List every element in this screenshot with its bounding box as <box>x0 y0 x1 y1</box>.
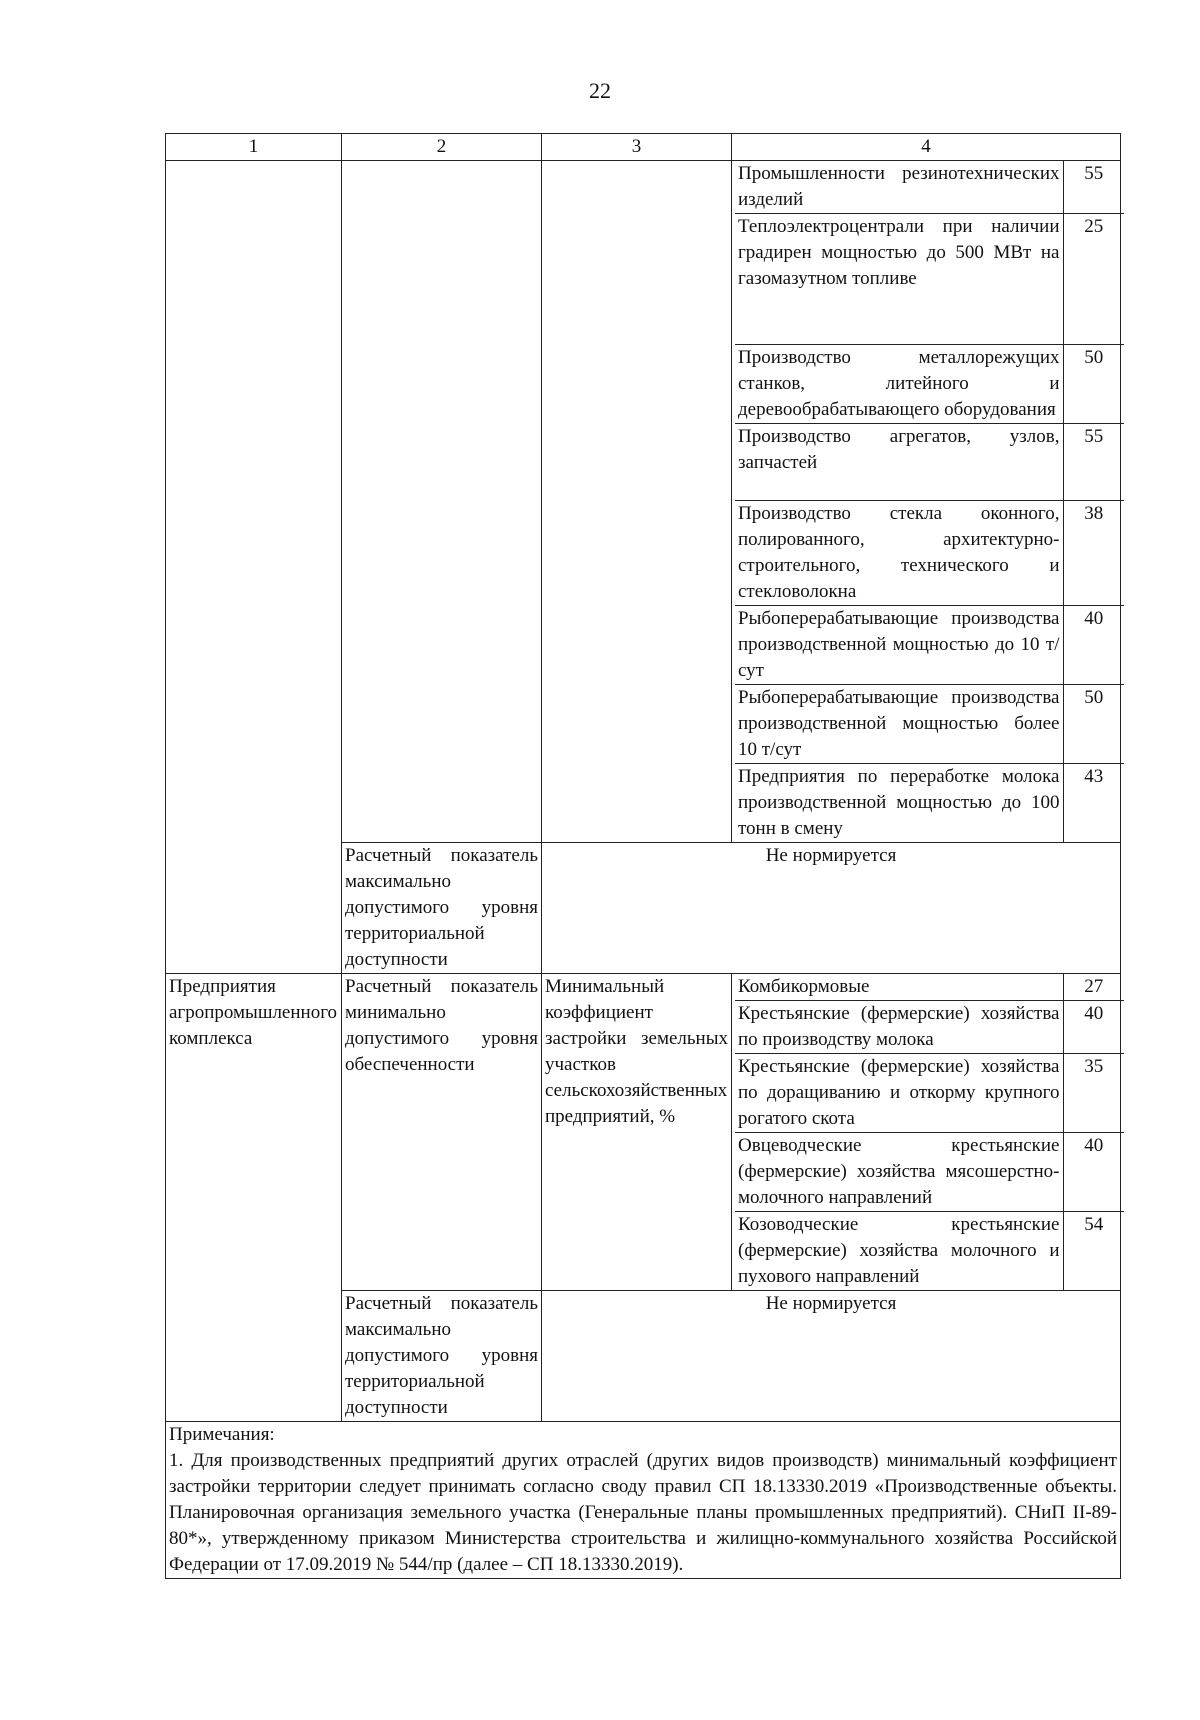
header-col-4: 4 <box>732 134 1121 161</box>
item-value: 55 <box>1063 161 1124 214</box>
section1-category-cell <box>166 161 342 974</box>
header-col-3: 3 <box>542 134 732 161</box>
item-label: Комбикормовые <box>735 974 1063 1001</box>
section2-category: Предприятия агропромышленного комплекса <box>166 974 342 1422</box>
table-row <box>735 764 1124 843</box>
table-row <box>735 1054 1124 1133</box>
item-label: Козоводческие крестьянские (фермерские) хозяйства молочного и пухового направлений <box>738 1214 1060 1287</box>
item-value: 40 <box>1063 1001 1124 1054</box>
item-value: 35 <box>1063 1054 1124 1133</box>
item-label: Крестьянские (фермерские) хозяйства по доращиванию и откорму крупного рогатого скота <box>735 1054 1063 1133</box>
item-value: 50 <box>1063 685 1124 764</box>
item-label: Крестьянские (фермерские) хозяйства по производству молока <box>735 1001 1063 1054</box>
header-row <box>166 134 1121 161</box>
table-row <box>735 501 1124 606</box>
section1-coefficient-cell <box>542 161 732 843</box>
table-row <box>735 606 1124 685</box>
header-col-1: 1 <box>166 134 342 161</box>
section1-items-table <box>735 161 1124 842</box>
item-label: Теплоэлектроцентрали при наличии градирен мощностью до 500 МВт на газомазутном топливе <box>735 214 1063 345</box>
table-row <box>735 1212 1124 1291</box>
section2-min-indicator: Расчетный показатель минимально допустимого уровня обеспеченности <box>342 974 542 1291</box>
item-label: Производство агрегатов, узлов, запчастей <box>735 424 1063 501</box>
item-label: Производство металлорежущих станков, литейного и деревообрабатывающего оборудования <box>735 345 1063 424</box>
item-label: Рыбоперерабатывающие производства производственной мощностью более 10 т/сут <box>735 685 1063 764</box>
notes-title: Примечания: <box>169 1424 275 1445</box>
section2-items-table <box>735 974 1124 1290</box>
notes-row <box>166 1422 1121 1579</box>
item-value: 40 <box>1063 606 1124 685</box>
section1-max-indicator: Расчетный показатель максимально допустимого уровня территориальной доступности <box>342 843 542 974</box>
item-label: Рыбоперерабатывающие производства производственной мощностью до 10 т/сут <box>735 606 1063 685</box>
section2-items-cell <box>732 974 1121 1291</box>
item-label: Промышленности резинотехнических изделий <box>735 161 1063 214</box>
header-col-2: 2 <box>342 134 542 161</box>
page-number: 22 <box>589 78 611 103</box>
item-value: 27 <box>1063 974 1124 1001</box>
section1-indicator-cell <box>342 161 542 843</box>
section2-coefficient: Минимальный коэффициент застройки земельных участков сельскохозяйственных предприятий, % <box>542 974 732 1291</box>
item-value: 54 <box>1063 1212 1124 1291</box>
table-row <box>735 1133 1124 1212</box>
section1-not-normed: Не нормируется <box>542 843 1121 974</box>
section1-items-cell <box>732 161 1121 843</box>
table-row <box>735 1001 1124 1054</box>
table-row <box>735 424 1124 501</box>
item-value: 50 <box>1063 345 1124 424</box>
item-label: Предприятия по переработке молока производственной мощностью до 100 тонн в смену <box>738 766 1060 839</box>
item-label: Овцеводческие крестьянские (фермерские) хозяйства мясошерстно-молочного направлений <box>735 1133 1063 1212</box>
item-value: 43 <box>1063 764 1124 843</box>
item-value: 40 <box>1063 1133 1124 1212</box>
table-row <box>735 161 1124 214</box>
norms-table <box>165 133 1121 1579</box>
section2-not-normed: Не нормируется <box>542 1291 1121 1422</box>
section2-items-row <box>166 974 1121 1291</box>
table-row <box>735 685 1124 764</box>
section1-items-row <box>166 161 1121 843</box>
item-label: Производство стекла оконного, полированного, архитектурно-строительного, технического и стекловолокна <box>735 501 1063 606</box>
table-row <box>735 345 1124 424</box>
item-value: 55 <box>1063 424 1124 501</box>
item-value: 25 <box>1063 214 1124 345</box>
section2-max-indicator: Расчетный показатель максимально допустимого уровня территориальной доступности <box>342 1291 542 1422</box>
notes-text: 1. Для производственных предприятий других отраслей (других видов производств) минимальный коэффициент застройки территории следует принимать согласно своду правил СП 18.13330.2019 «Производственные объекты. Планировочная организация земельного участка (Генеральные планы промышленных предприятий). СНиП II-89-80*», утвержденному приказом Министерства строительства и жилищно-коммунального хозяйства Российской Федерации от 17.09.2019 № 544/пр (далее – СП 18.13330.2019). <box>169 1450 1117 1575</box>
notes-cell <box>166 1422 1121 1579</box>
table-row <box>735 974 1124 1001</box>
table-row <box>735 214 1124 345</box>
item-value: 38 <box>1063 501 1124 606</box>
